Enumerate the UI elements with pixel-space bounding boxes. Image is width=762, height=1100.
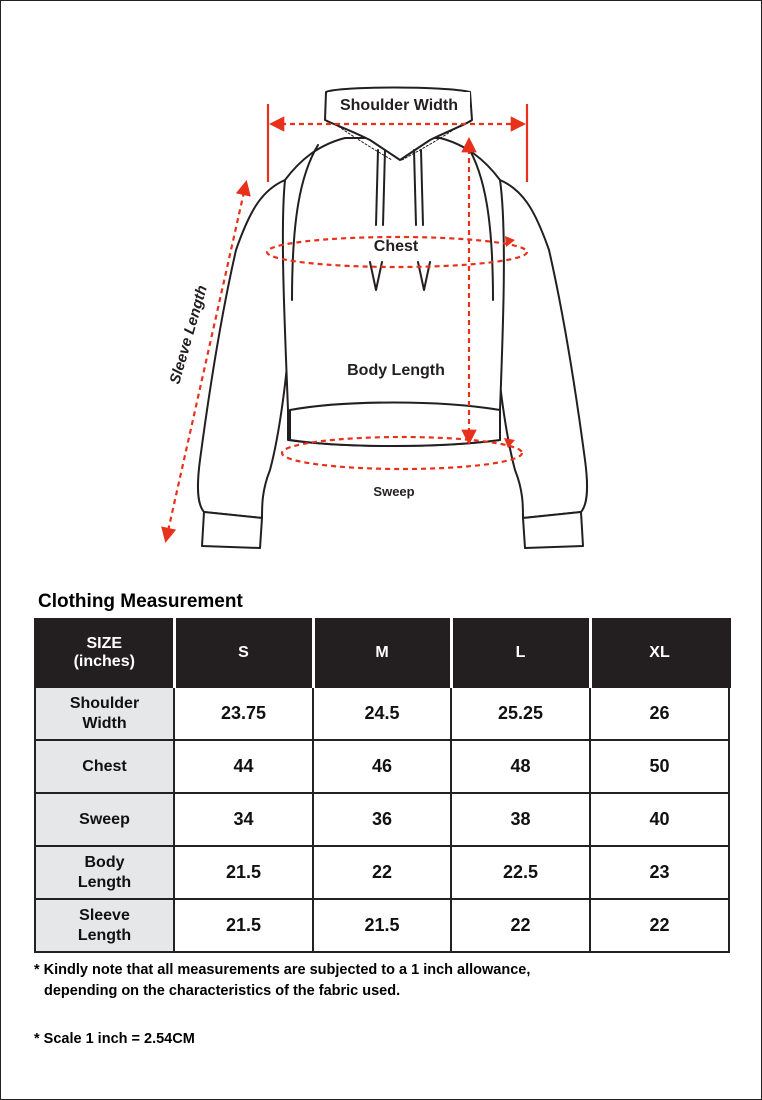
table-cell: 22 xyxy=(313,846,451,899)
table-row xyxy=(35,846,729,899)
size-column-header: XL xyxy=(590,619,729,687)
table-cell: 34 xyxy=(174,793,313,846)
size-chart-table xyxy=(34,618,731,953)
table-title: Clothing Measurement xyxy=(38,591,243,612)
size-header-label: SIZE xyxy=(86,635,123,652)
table-cell: 40 xyxy=(590,793,729,846)
table-row xyxy=(35,793,729,846)
row-label: Chest xyxy=(35,740,174,793)
table-cell: 23 xyxy=(590,846,729,899)
table-cell: 22.5 xyxy=(451,846,590,899)
right-sleeve xyxy=(493,180,587,518)
table-cell: 21.5 xyxy=(313,899,451,952)
table-cell: 21.5 xyxy=(174,846,313,899)
scale-note: * Scale 1 inch = 2.54CM xyxy=(34,1031,195,1047)
left-cuff xyxy=(202,512,262,548)
size-header-cell xyxy=(35,619,174,687)
allowance-note-continued: depending on the characteristics of the fabric used. xyxy=(44,983,401,999)
table-row xyxy=(35,687,729,740)
hoodie-outline xyxy=(198,88,587,549)
table-cell: 21.5 xyxy=(174,899,313,952)
shoulder-width-label: Shoulder Width xyxy=(339,97,459,114)
table-cell: 22 xyxy=(451,899,590,952)
table-header-row xyxy=(35,619,729,687)
table-cell: 48 xyxy=(451,740,590,793)
body-length-label: Body Length xyxy=(347,362,445,379)
row-label: Shoulder Width xyxy=(35,687,174,740)
left-sleeve xyxy=(198,180,292,518)
size-column-header: L xyxy=(451,619,590,687)
allowance-note: * Kindly note that all measurements are subjected to a 1 inch allowance, xyxy=(34,962,531,978)
sweep-label: Sweep xyxy=(373,484,415,499)
body xyxy=(283,138,504,446)
row-label: Sleeve Length xyxy=(35,899,174,952)
chest-label: Chest xyxy=(373,238,419,255)
table-row xyxy=(35,899,729,952)
right-cuff xyxy=(523,512,583,548)
table-cell: 50 xyxy=(590,740,729,793)
table-cell: 36 xyxy=(313,793,451,846)
table-cell: 46 xyxy=(313,740,451,793)
row-label: Body Length xyxy=(35,846,174,899)
table-cell: 25.25 xyxy=(451,687,590,740)
size-column-header: S xyxy=(174,619,313,687)
table-cell: 26 xyxy=(590,687,729,740)
row-label: Sweep xyxy=(35,793,174,846)
size-header-unit: (inches) xyxy=(73,653,135,670)
table-cell: 23.75 xyxy=(174,687,313,740)
table-cell: 24.5 xyxy=(313,687,451,740)
table-cell: 44 xyxy=(174,740,313,793)
table-row xyxy=(35,740,729,793)
table-cell: 38 xyxy=(451,793,590,846)
size-column-header: M xyxy=(313,619,451,687)
table-cell: 22 xyxy=(590,899,729,952)
sleeve-length-label: Sleeve Length xyxy=(166,283,211,386)
